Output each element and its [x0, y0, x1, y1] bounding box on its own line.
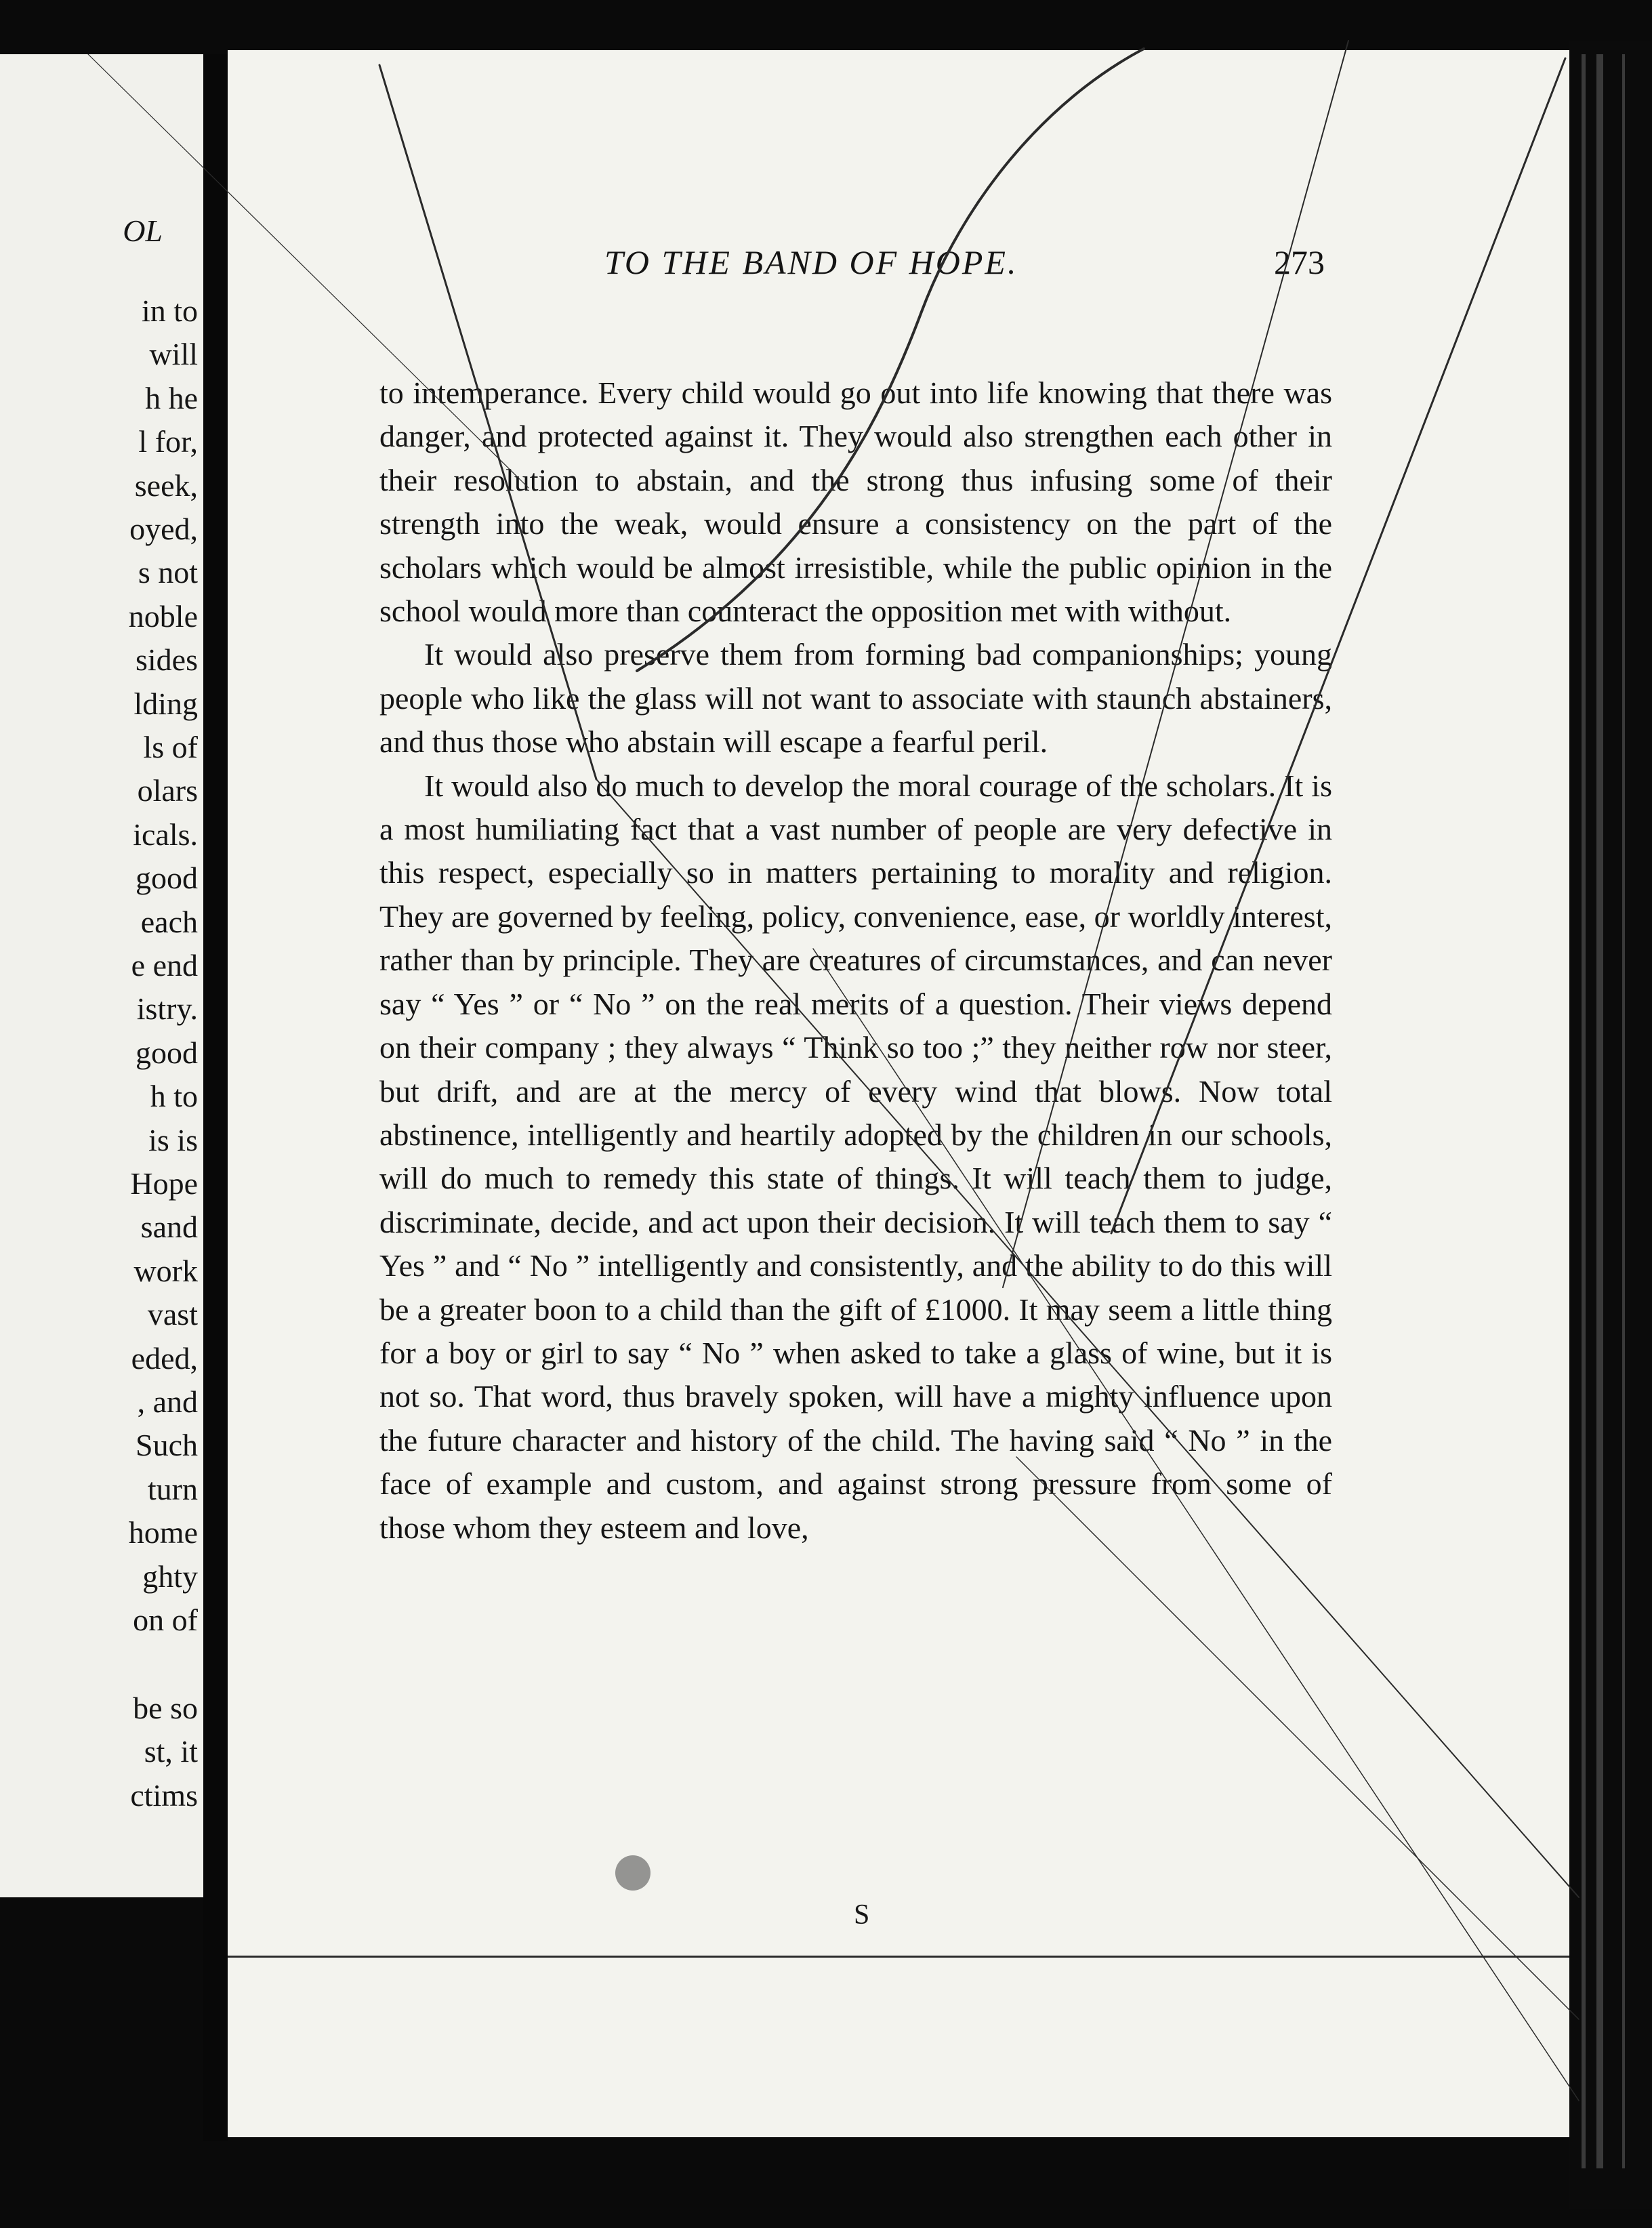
left-page-line-fragment: Such: [136, 1428, 198, 1463]
left-page-line-fragment: each: [140, 904, 198, 939]
left-page-line-fragment: in to: [141, 293, 198, 328]
bottom-rule: [228, 1956, 1569, 1958]
left-page-line-fragment: home: [128, 1515, 198, 1550]
paragraph-3: It would also do much to develop the moral courage of the scholars. It is a most humiliating fact that a vast number of people are very defective in this respect, especially so in matters pertaining to morality and religion. They are governed by feeling, policy, convenience, ease, or worldly interest, rather than by principle. They are creatures of circumstances, and can never say “ Yes ” or “ No ” on the real merits of a question. Their views depend on their company ; they always “ Think so too ;” they neither row nor steer, but drift, and are at the mercy of every wind that blows. Now total abstinence, intelligently and heartily adopted by the children in our schools, will do much to remedy this state of things. It will teach them to judge, discriminate, decide, and act upon their decision. It will teach them to say “ Yes ” and “ No ” intelligently and consistently, and the ability to do this will be a greater boon to a child than the gift of £1000. It may seem a little thing for a boy or girl to say “ No ” when asked to take a glass of wine, but it is not so. That word, thus bravely spoken, will have a mighty influence upon the future character and history of the child. The having said “ No ” in the face of example and custom, and against strong pressure from some of those whom they esteem and love,: [379, 768, 1332, 1545]
left-page-line-fragment: s not: [138, 555, 198, 590]
paragraph-2: It would also preserve them from forming bad companionships; young people who like the glass will not want to associate with staunch abstainers, and thus those who abstain will escape a fearful peril.: [379, 637, 1332, 760]
left-page-line-fragment: oyed,: [129, 512, 198, 546]
left-page-line-fragment: noble: [128, 598, 198, 634]
left-page-line-fragment: seek,: [134, 468, 198, 503]
page-header: [228, 243, 1569, 297]
signature-mark: S: [854, 1899, 870, 1931]
left-page-line-fragment: sides: [136, 642, 198, 678]
left-page-line-fragment: istry.: [136, 991, 198, 1027]
left-page-line-fragment: work: [133, 1253, 198, 1288]
left-page-line-fragment: on of: [133, 1603, 198, 1637]
left-page-line-fragment: ctims: [130, 1777, 198, 1813]
left-page-line-fragment: be so: [133, 1691, 198, 1725]
left-page-line-fragment: l for,: [138, 424, 198, 459]
paragraph-1: to intemperance. Every child would go out into life knowing that there was danger, and protected against it. They would also strengthen each other in their resolution to abstain, and the strong thus infusing some of their strength into the weak, would ensure a consistency on the part of the scholars which would be almost irresistible, while the public opinion in the school would more than counteract the opposition met with without.: [379, 375, 1332, 629]
left-page-fragment: [0, 54, 203, 1897]
left-page-line-fragment: Hope: [130, 1166, 198, 1201]
left-page-line-fragment: sand: [140, 1210, 198, 1245]
left-page-line-fragment: lding: [133, 686, 198, 721]
left-page-line-fragment: h to: [150, 1079, 198, 1114]
left-page-line-fragment: turn: [147, 1471, 198, 1506]
left-page-line-fragment: ghty: [142, 1559, 198, 1594]
running-head: TO THE BAND OF HOPE.: [604, 243, 1018, 281]
left-page-line-fragment: is is: [148, 1122, 198, 1157]
left-page-line-fragment: good: [136, 861, 198, 896]
left-page-line-fragment: h he: [145, 380, 198, 415]
left-page-line-fragment: vast: [147, 1297, 198, 1332]
left-page-line-fragment: e end: [131, 948, 198, 983]
left-page-line-fragment: good: [136, 1035, 198, 1070]
left-gutter: [203, 54, 228, 2141]
left-page-line-fragment: icals.: [133, 817, 198, 852]
left-page-line-fragment: , and: [137, 1384, 198, 1419]
left-page-line-fragment: eded,: [131, 1340, 198, 1376]
left-page-line-fragment: OL: [123, 213, 163, 248]
right-page-edge: [1569, 41, 1652, 2209]
body-text: [379, 371, 1332, 1550]
left-page-line-fragment: st, it: [144, 1734, 198, 1769]
left-page-line-fragment: will: [149, 337, 198, 372]
left-page-line-fragment: olars: [137, 773, 198, 808]
book-page: [228, 50, 1569, 2137]
page-number: 273: [1274, 243, 1325, 281]
left-page-line-fragment: ls of: [143, 730, 198, 764]
